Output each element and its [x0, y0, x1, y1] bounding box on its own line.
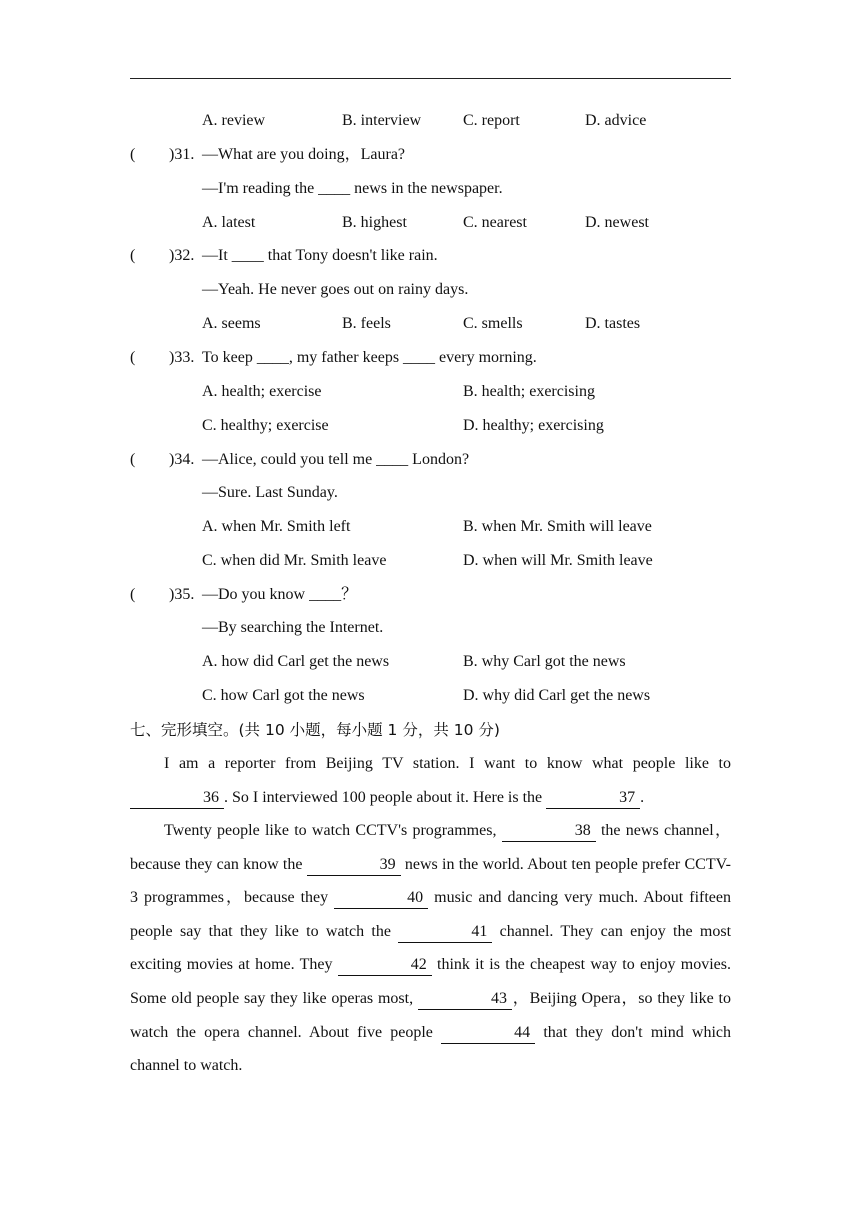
question-text: —I'm reading the ____ news in the newspaper. [202, 180, 503, 197]
blank-number: 41 [471, 922, 488, 940]
q35-option-b: B. why Carl got the news [463, 653, 626, 670]
blank-44[interactable] [441, 1023, 535, 1044]
section-title: 七、完形填空。(共 10 小题，每小题 1 分，共 10 分) [130, 721, 500, 739]
q30-option-d: D. advice [585, 112, 647, 129]
q31-option-c: C. nearest [463, 214, 527, 231]
passage-text: . [640, 788, 645, 806]
passage-text: music and dancing very much. About fifteen people say that they like to watch the [130, 889, 731, 940]
passage-text: ，Beijing Opera，so they like to watch the opera channel. About five people [130, 989, 731, 1041]
question-32 [0, 239, 860, 273]
blank-38[interactable] [502, 821, 596, 842]
q34-option-b: B. when Mr. Smith will leave [463, 518, 652, 535]
question-34-line-2 [0, 476, 860, 510]
q30-options [0, 104, 860, 138]
blank-40[interactable] [334, 888, 428, 909]
q33-options-row-1 [0, 375, 860, 409]
q35-options-row-2 [0, 679, 860, 713]
passage-text: channel. They can enjoy the most exciting movies at home. They [130, 922, 732, 974]
blank-number: 43 [490, 989, 507, 1007]
question-text: To keep ____, my father keeps ____ every morning. [202, 349, 537, 366]
blank-number: 39 [379, 855, 396, 873]
blank-42[interactable] [338, 955, 432, 976]
blank-39[interactable] [307, 855, 401, 876]
question-text: —What are you doing，Laura? [202, 146, 406, 163]
answer-paren: ( [130, 146, 136, 163]
answer-paren: ( [130, 247, 136, 264]
q33-option-b: B. health; exercising [463, 383, 595, 400]
q33-options-row-2 [0, 409, 860, 443]
passage-text: news in the world. About ten people prefer CCTV-3 programmes，because they [130, 855, 731, 907]
q35-options-row-1 [0, 645, 860, 679]
q35-option-c: C. how Carl got the news [202, 687, 365, 704]
q30-option-a: A. review [202, 112, 266, 129]
question-text: —It ____ that Tony doesn't like rain. [202, 247, 438, 264]
passage-text: the news channel，because they can know the [130, 822, 731, 873]
question-text: —Sure. Last Sunday. [202, 484, 338, 501]
q31-options [0, 206, 860, 240]
question-31-line-2 [0, 172, 860, 206]
answer-paren: ( [130, 586, 136, 603]
question-35-line-2 [0, 611, 860, 645]
q34-option-c: C. when did Mr. Smith leave [202, 552, 387, 569]
q34-option-a: A. when Mr. Smith left [202, 518, 351, 535]
blank-number: 42 [410, 956, 427, 974]
question-text: —Yeah. He never goes out on rainy days. [202, 281, 469, 298]
q34-option-d: D. when will Mr. Smith leave [463, 552, 653, 569]
passage-text: . So I interviewed 100 people about it. Here is the [224, 788, 547, 806]
q31-option-d: D. newest [585, 214, 649, 231]
question-32-line-2 [0, 273, 860, 307]
passage-text: think it is the cheapest way to enjoy movies. Some old people say they like operas most, [130, 956, 731, 1007]
q35-option-d: D. why did Carl get the news [463, 687, 651, 704]
q34-options-row-1 [0, 510, 860, 544]
q30-option-c: C. report [463, 112, 520, 129]
q32-options [0, 307, 860, 341]
question-number: )33. [169, 349, 195, 366]
blank-43[interactable] [418, 989, 512, 1010]
q31-option-a: A. latest [202, 214, 256, 231]
q30-option-b: B. interview [342, 112, 422, 129]
blank-number: 44 [514, 1023, 531, 1041]
question-number: )32. [169, 247, 195, 264]
answer-paren: ( [130, 451, 136, 468]
blank-number: 36 [203, 788, 219, 806]
passage-text: that they don't mind which channel to watch. [130, 1023, 732, 1075]
question-text: —By searching the Internet. [202, 619, 384, 636]
q34-options-row-2 [0, 544, 860, 578]
question-text: —Alice, could you tell me ____ London? [202, 451, 470, 468]
blank-36[interactable] [130, 788, 224, 809]
q32-option-c: C. smells [463, 315, 523, 332]
question-33 [0, 341, 860, 375]
passage-text: Twenty people like to watch CCTV's programmes, [164, 822, 502, 839]
blank-number: 40 [407, 889, 424, 907]
header-rule [130, 78, 731, 79]
q33-option-c: C. healthy; exercise [202, 417, 329, 434]
q31-option-b: B. highest [342, 214, 407, 231]
q33-option-d: D. healthy; exercising [463, 417, 604, 434]
q32-option-a: A. seems [202, 315, 261, 332]
passage-text: I am a reporter from Beijing TV station. I want to know what people like to [164, 755, 731, 772]
q33-option-a: A. health; exercise [202, 383, 322, 400]
q32-option-d: D. tastes [585, 315, 641, 332]
q32-option-b: B. feels [342, 315, 391, 332]
blank-number: 38 [574, 822, 591, 839]
passage-paragraph-2 [130, 814, 731, 1083]
blank-37[interactable] [546, 788, 640, 809]
passage-paragraph-1 [130, 747, 731, 814]
blank-number: 37 [619, 788, 636, 806]
question-number: )34. [169, 451, 195, 468]
question-34 [0, 443, 860, 477]
q35-option-a: A. how did Carl get the news [202, 653, 390, 670]
question-text: —Do you know ____？ [202, 586, 358, 603]
question-35 [0, 578, 860, 612]
blank-41[interactable] [398, 922, 492, 943]
question-number: )35. [169, 586, 195, 603]
answer-paren: ( [130, 349, 136, 366]
question-31 [0, 138, 860, 172]
question-number: )31. [169, 146, 195, 163]
